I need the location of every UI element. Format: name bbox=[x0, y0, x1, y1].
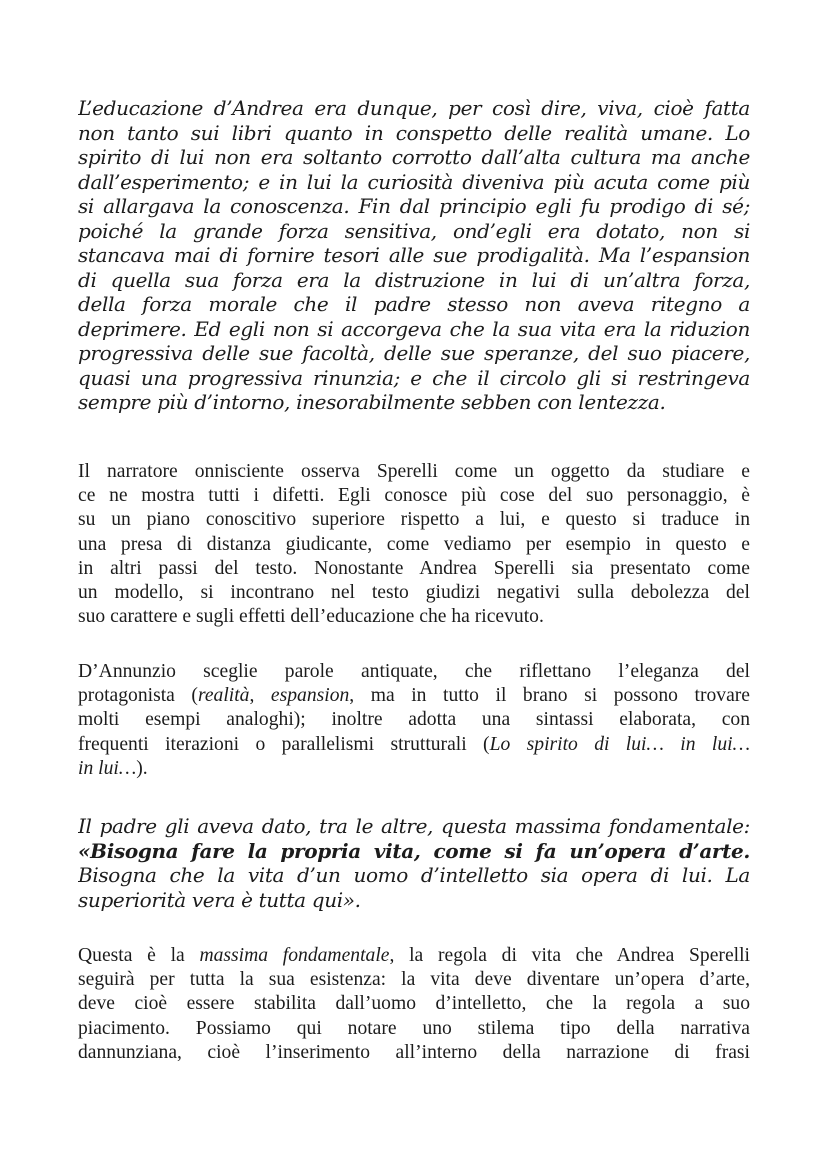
text-line: sempre più d’intorno, inesorabilmente sebben con lentezza. bbox=[78, 390, 666, 414]
text-line: frequenti iterazioni o parallelismi strutturali (Lo spirito di lui… in lui… bbox=[78, 733, 750, 755]
text-line: superiorità vera è tutta qui». bbox=[78, 887, 361, 912]
text-line: ce ne mostra tutti i difetti. Egli conosce più cose del suo personaggio, è bbox=[78, 485, 750, 507]
text-line: seguirà per tutta la sua esistenza: la vita deve diventare un’opera d’arte, bbox=[78, 969, 750, 991]
text-line: dall’esperimento; e in lui la curiosità diveniva più acuta come più bbox=[78, 169, 750, 194]
text-line: di quella sua forza era la distruzione in lui di un’altra forza, bbox=[78, 267, 750, 292]
text-line: molti esempi analoghi); inoltre adotta una sintassi elaborata, con bbox=[78, 709, 750, 731]
text-line: non tanto sui libri quanto in conspetto delle realità umane. Lo bbox=[78, 120, 750, 145]
paragraph-lessico-sintassi bbox=[78, 660, 750, 781]
text-line: Bisogna che la vita d’un uomo d’intelletto sia opera di lui. La bbox=[78, 863, 750, 887]
text-line: protagonista (realità, espansion, ma in tutto il brano si possono trovare bbox=[78, 685, 750, 707]
text-line: una presa di distanza giudicante, come vediamo per esempio in questo e bbox=[78, 533, 750, 555]
quote-educazione-andrea bbox=[78, 96, 750, 415]
text-line: poiché la grande forza sensitiva, ond’egli era dotato, non si bbox=[78, 218, 750, 243]
text-line-bold: «Bisogna fare la propria vita, come si fa un’opera d’arte. bbox=[78, 838, 750, 863]
text-line: deve cioè essere stabilita dall’uomo d’intelletto, che la regola a suo bbox=[78, 993, 750, 1015]
text-line: si allargava la conoscenza. Fin dal principio egli fu prodigo di sé; bbox=[78, 194, 750, 218]
text-line: L’educazione d’Andrea era dunque, per così dire, viva, cioè fatta bbox=[78, 96, 750, 120]
paragraph-narratore-onnisciente bbox=[78, 460, 750, 629]
text-line: progressiva delle sue facoltà, delle sue speranze, del suo piacere, bbox=[78, 341, 750, 365]
text-line: quasi una progressiva rinunzia; e che il circolo gli si restringeva bbox=[78, 365, 750, 390]
text-line: spirito di lui non era soltanto corrotto dall’alta cultura ma anche bbox=[78, 145, 750, 169]
text-line: Il narratore onnisciente osserva Sperelli come un oggetto da studiare e bbox=[78, 461, 750, 482]
text-line: stancava mai di fornire tesori alle sue prodigalità. Ma l’espansion bbox=[78, 243, 750, 267]
text-line: Il padre gli aveva dato, tra le altre, questa massima fondamentale: bbox=[78, 814, 750, 838]
text-line: della forza morale che il padre stesso non aveva ritegno a bbox=[78, 292, 750, 316]
text-line: dannunziana, cioè l’inserimento all’interno della narrazione di frasi bbox=[78, 1041, 750, 1063]
text-line: suo carattere e sugli effetti dell’educazione che ha ricevuto. bbox=[78, 606, 544, 628]
text-line: piacimento. Possiamo qui notare uno stilema tipo della narrativa bbox=[78, 1017, 750, 1039]
quote-massima-fondamentale bbox=[78, 814, 750, 912]
text-line: su un piano conoscitivo superiore rispetto a lui, e questo si traduce in bbox=[78, 509, 750, 531]
text-line: Questa è la massima fondamentale, la regola di vita che Andrea Sperelli bbox=[78, 945, 750, 966]
text-line: un modello, si incontrano nel testo giudizi negativi sulla debolezza del bbox=[78, 581, 750, 603]
text-line: deprimere. Ed egli non si accorgeva che la sua vita era la riduzion bbox=[78, 316, 750, 341]
text-line: D’Annunzio sceglie parole antiquate, che riflettano l’eleganza del bbox=[78, 661, 750, 682]
text-line: in lui…). bbox=[78, 757, 148, 779]
paragraph-massima-commento bbox=[78, 944, 750, 1065]
text-line: in altri passi del testo. Nonostante Andrea Sperelli sia presentato come bbox=[78, 557, 750, 579]
